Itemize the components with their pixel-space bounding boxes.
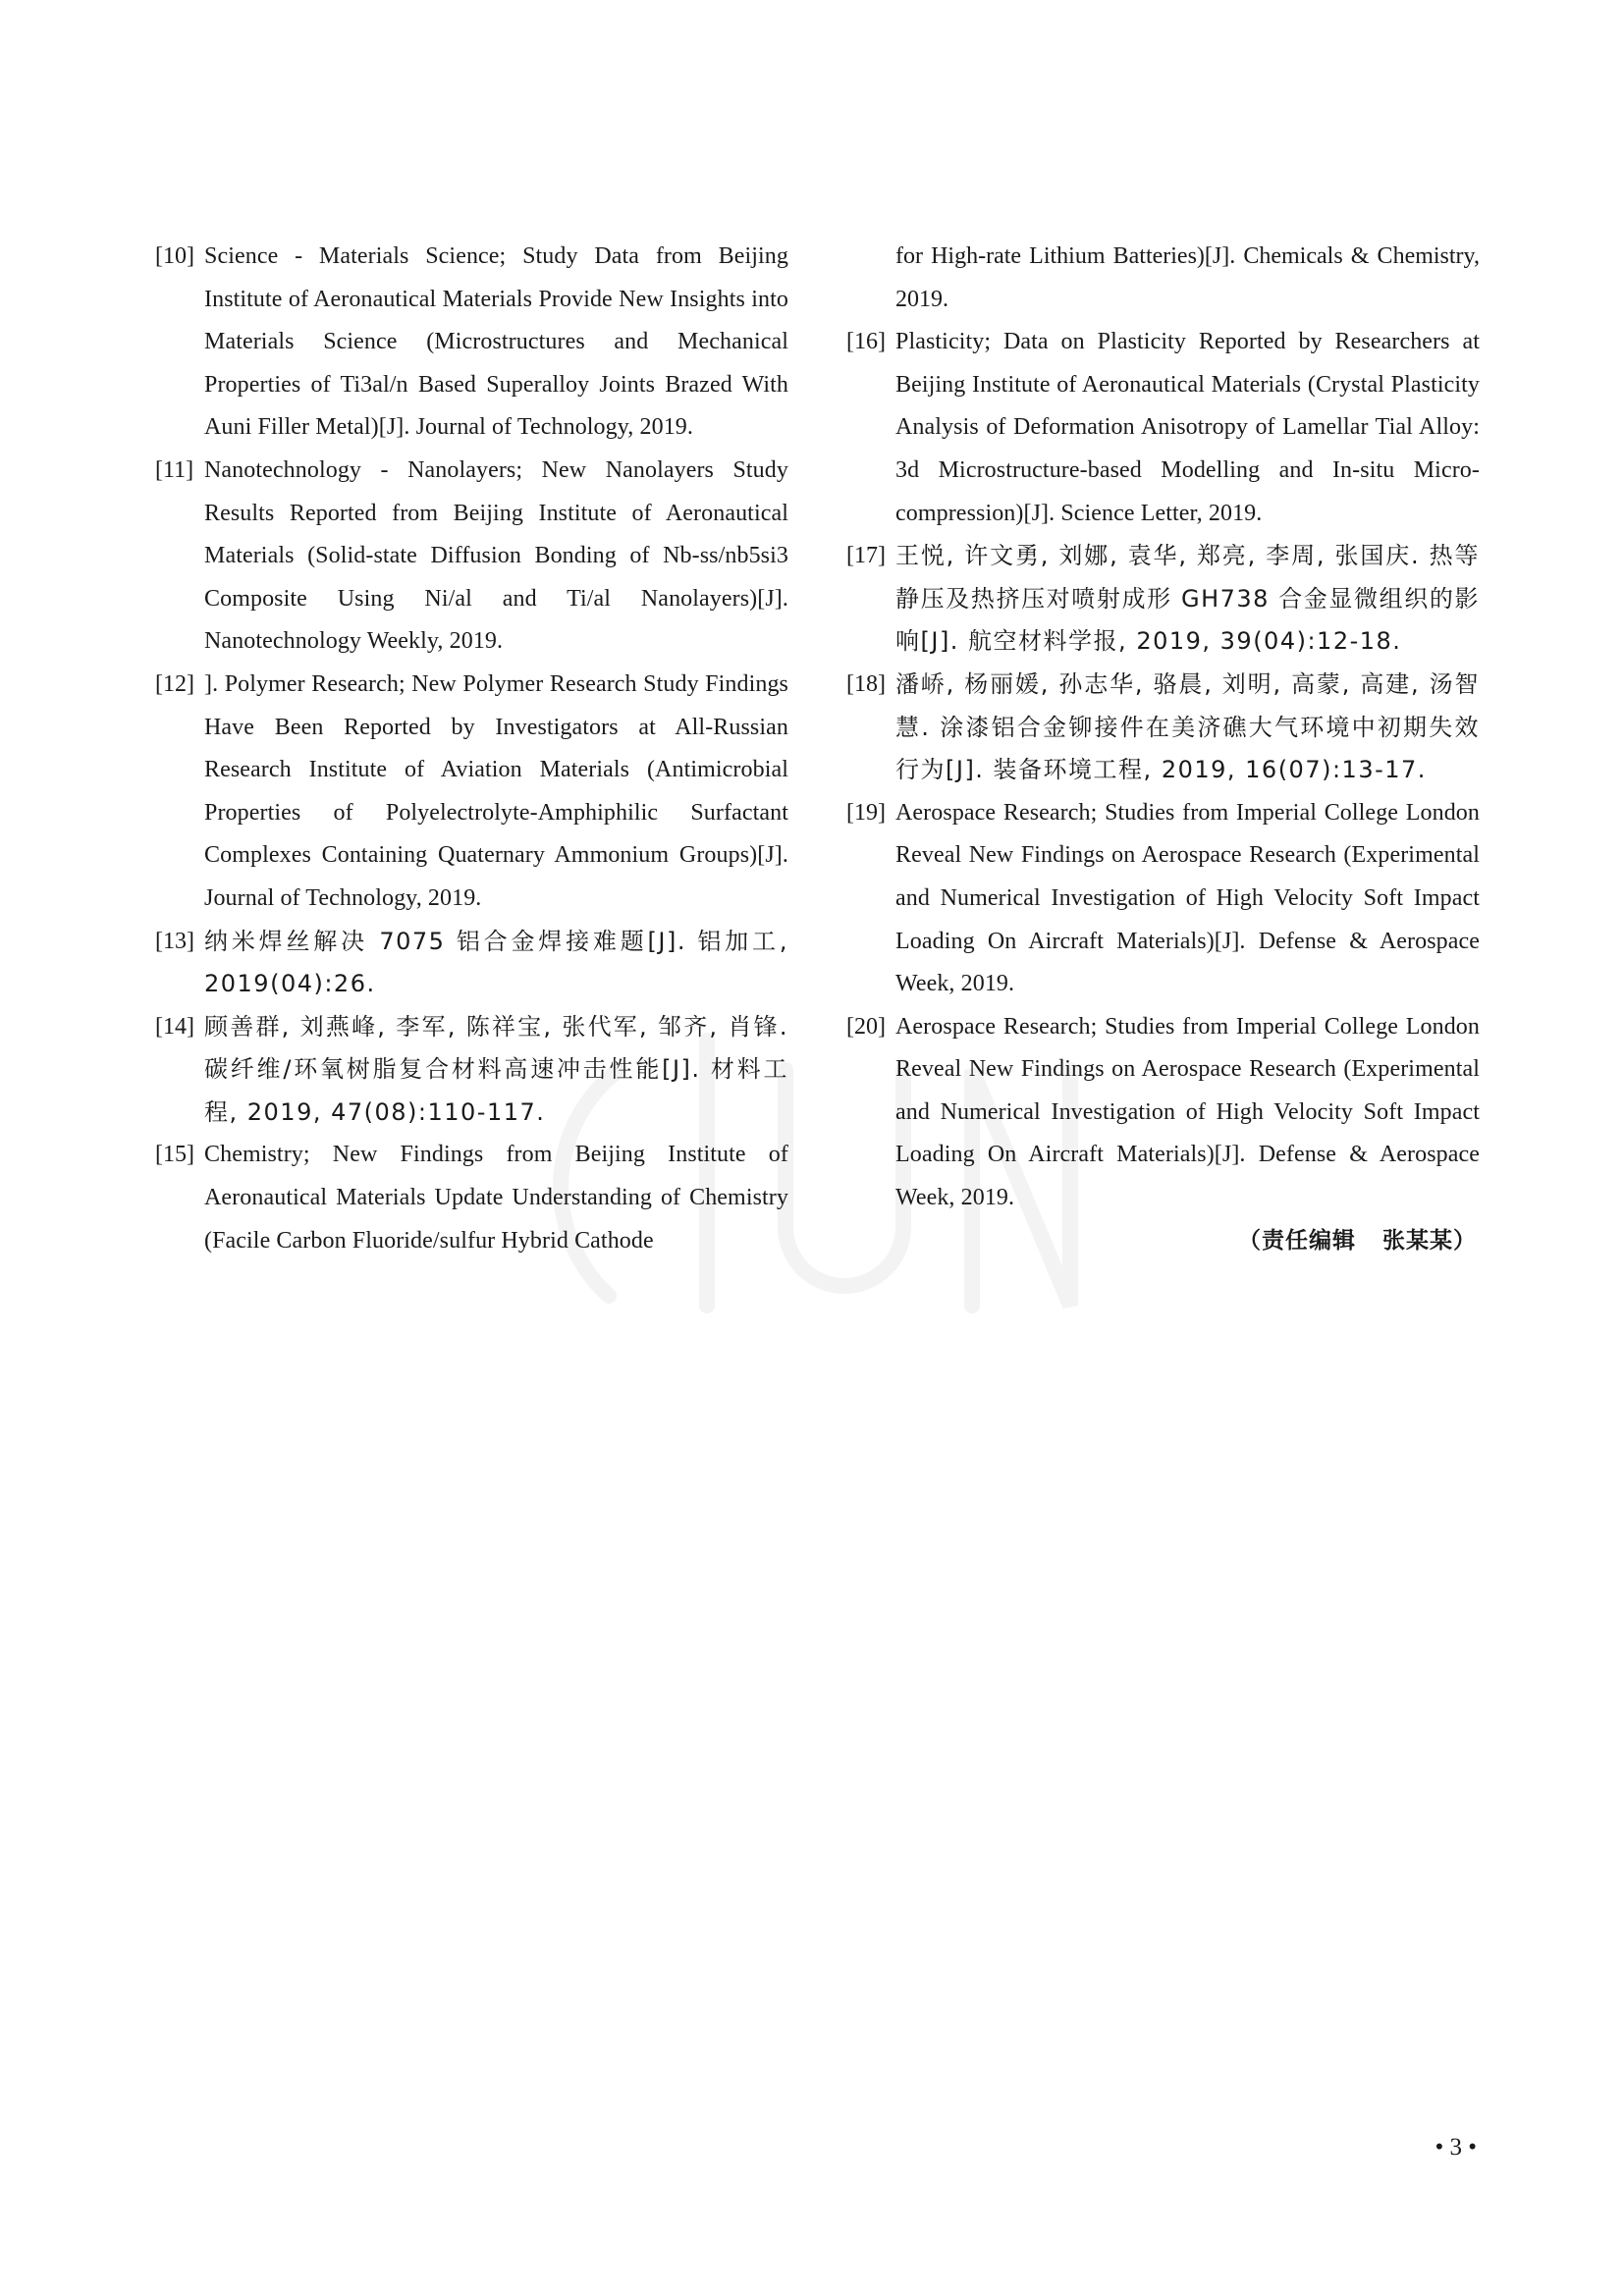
- reference-text: 纳米焊丝解决 7075 铝合金焊接难题[J]. 铝加工, 2019(04):26.: [204, 927, 788, 998]
- reference-14: [155, 1006, 788, 1135]
- reference-number: [12]: [155, 670, 194, 697]
- reference-11: [155, 450, 788, 664]
- reference-12: [155, 664, 788, 921]
- reference-number: [18]: [846, 670, 886, 697]
- reference-text: Aerospace Research; Studies from Imperial College London Reveal New Findings on Aerospace Research (Experimental and Numerical Investigation of High Velocity Soft Impact Loading On Aircraft Materials)[J]. Defense & Aerospace Week, 2019.: [895, 1013, 1480, 1211]
- right-column: [846, 236, 1480, 1220]
- reference-text: Aerospace Research; Studies from Imperial College London Reveal New Findings on Aerospace Research (Experimental and Numerical Investigation of High Velocity Soft Impact Loading On Aircraft Materials)[J]. Defense & Aerospace Week, 2019.: [895, 799, 1480, 997]
- reference-text: Chemistry; New Findings from Beijing Institute of Aeronautical Materials Update Understanding of Chemistry (Facile Carbon Fluoride/sulfur Hybrid Cathode: [204, 1142, 788, 1254]
- reference-text: ]. Polymer Research; New Polymer Research Study Findings Have Been Reported by Investigators at All-Russian Research Institute of Aviation Materials (Antimicrobial Properties of Polyelectrolyte-Amphiphilic Surfactant Complexes Containing Quaternary Ammonium Groups)[J]. Journal of Technology, 2019.: [204, 670, 788, 911]
- responsible-editor-note: （责任编辑 张某某）: [1237, 1228, 1477, 1254]
- reference-19: [846, 792, 1480, 1006]
- reference-number: [11]: [155, 456, 194, 483]
- reference-number: [10]: [155, 243, 194, 269]
- reference-text: 王悦, 许文勇, 刘娜, 袁华, 郑亮, 李周, 张国庆. 热等静压及热挤压对喷射成形 GH738 合金显微组织的影响[J]. 航空材料学报, 2019, 39(04):12-18.: [895, 542, 1480, 656]
- reference-number: [13]: [155, 928, 194, 954]
- reference-number: [20]: [846, 1013, 886, 1040]
- left-column: [155, 236, 788, 1262]
- reference-17: [846, 535, 1480, 664]
- reference-20: [846, 1006, 1480, 1220]
- reference-text: 顾善群, 刘燕峰, 李军, 陈祥宝, 张代军, 邹齐, 肖锋. 碳纤维/环氧树脂复合材料高速冲击性能[J]. 材料工程, 2019, 47(08):110-117.: [204, 1012, 788, 1126]
- reference-text: 潘峤, 杨丽媛, 孙志华, 骆晨, 刘明, 高蒙, 高建, 汤智慧. 涂漆铝合金铆接件在美济礁大气环境中初期失效行为[J]. 装备环境工程, 2019, 16(07):13-17.: [895, 669, 1480, 784]
- reference-number: [15]: [155, 1142, 194, 1168]
- reference-15: [155, 1134, 788, 1262]
- reference-16: [846, 321, 1480, 535]
- reference-13: [155, 921, 788, 1006]
- reference-18: [846, 664, 1480, 792]
- reference-10: [155, 236, 788, 450]
- reference-text: Nanotechnology - Nanolayers; New Nanolayers Study Results Reported from Beijing Institute of Aeronautical Materials (Solid-state Diffusion Bonding of Nb-ss/nb5si3 Composite Using Ni/al and Ti/al Nanolayers)[J]. Nanotechnology Weekly, 2019.: [204, 456, 788, 655]
- reference-text: Science - Materials Science; Study Data from Beijing Institute of Aeronautical Materials Provide New Insights into Materials Science (Microstructures and Mechanical Properties of Ti3al/n Based Superalloy Joints Brazed With Auni Filler Metal)[J]. Journal of Technology, 2019.: [204, 243, 788, 441]
- reference-15-continuation: for High-rate Lithium Batteries)[J]. Chemicals & Chemistry, 2019.: [895, 243, 1480, 312]
- reference-text: Plasticity; Data on Plasticity Reported by Researchers at Beijing Institute of Aeronautical Materials (Crystal Plasticity Analysis of Deformation Anisotropy of Lamellar Tial Alloy: 3d Microstructure-based Modelling and In-situ Micro-compression)[J]. Science Letter, 2019.: [895, 329, 1480, 526]
- reference-number: [16]: [846, 329, 886, 355]
- reference-number: [17]: [846, 543, 886, 569]
- page-number: • 3 •: [1435, 2134, 1477, 2161]
- reference-number: [14]: [155, 1013, 194, 1040]
- reference-number: [19]: [846, 799, 886, 826]
